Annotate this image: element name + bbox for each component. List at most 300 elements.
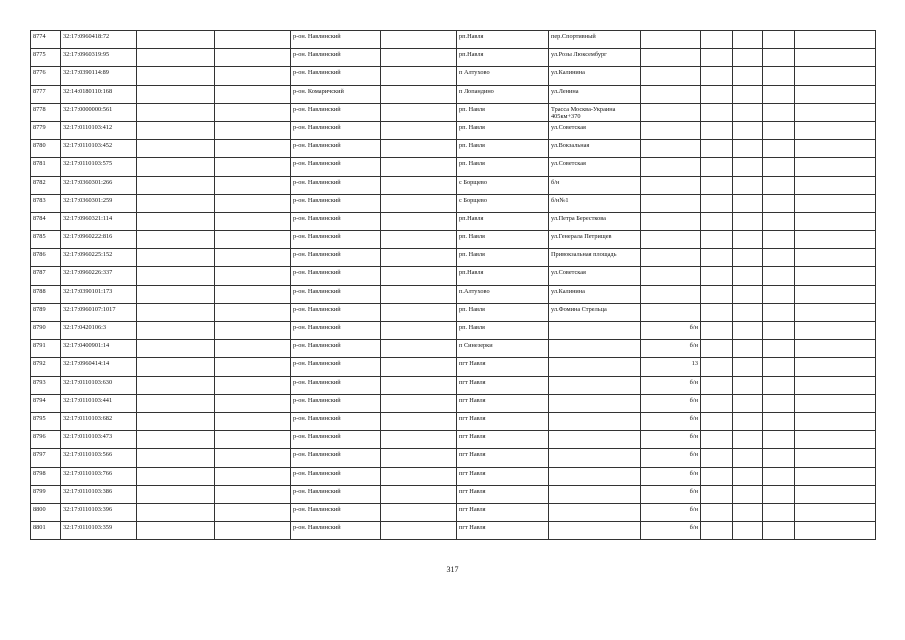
empty-cell xyxy=(733,121,763,139)
empty-cell xyxy=(215,503,291,521)
house-number-cell: б/н xyxy=(641,412,701,430)
table-row xyxy=(31,212,876,230)
empty-cell xyxy=(763,449,795,467)
empty-cell xyxy=(763,394,795,412)
table-body xyxy=(31,31,876,540)
district-cell: р-он. Навлинский xyxy=(291,485,381,503)
row-number: 8784 xyxy=(31,212,61,230)
empty-cell xyxy=(733,231,763,249)
page-number: 317 xyxy=(446,565,459,574)
house-number-cell xyxy=(641,67,701,85)
row-number: 8777 xyxy=(31,85,61,103)
empty-cell xyxy=(137,431,215,449)
row-number: 8791 xyxy=(31,340,61,358)
table-row xyxy=(31,394,876,412)
cadastral-number: 32:17:0110103:452 xyxy=(61,140,137,158)
district-cell: р-он. Навлинский xyxy=(291,449,381,467)
row-number: 8788 xyxy=(31,285,61,303)
empty-cell xyxy=(137,394,215,412)
empty-cell xyxy=(733,412,763,430)
table-row xyxy=(31,176,876,194)
table-row xyxy=(31,522,876,540)
row-number: 8789 xyxy=(31,303,61,321)
settlement-cell: п Алтухово xyxy=(457,67,549,85)
empty-cell xyxy=(701,485,733,503)
empty-cell xyxy=(795,449,876,467)
street-cell: б/н№1 xyxy=(549,194,641,212)
empty-cell xyxy=(733,67,763,85)
empty-cell xyxy=(733,249,763,267)
street-cell: ул.Советская xyxy=(549,121,641,139)
row-number: 8779 xyxy=(31,121,61,139)
empty-cell xyxy=(381,431,457,449)
settlement-cell: рп. Навля xyxy=(457,158,549,176)
cadastral-number: 32:17:0960226:337 xyxy=(61,267,137,285)
table-row xyxy=(31,376,876,394)
empty-cell xyxy=(763,67,795,85)
empty-cell xyxy=(763,85,795,103)
row-number: 8774 xyxy=(31,31,61,49)
empty-cell xyxy=(381,49,457,67)
empty-cell xyxy=(701,376,733,394)
cadastral-number: 32:17:0110103:766 xyxy=(61,467,137,485)
empty-cell xyxy=(763,303,795,321)
cadastral-number: 32:17:0960321:114 xyxy=(61,212,137,230)
empty-cell xyxy=(215,431,291,449)
empty-cell xyxy=(215,303,291,321)
settlement-cell: рп.Навля xyxy=(457,31,549,49)
empty-cell xyxy=(733,467,763,485)
settlement-cell: п Синезерки xyxy=(457,340,549,358)
empty-cell xyxy=(215,267,291,285)
cadastral-number: 32:17:0110103:396 xyxy=(61,503,137,521)
empty-cell xyxy=(701,212,733,230)
empty-cell xyxy=(733,358,763,376)
house-number-cell: б/н xyxy=(641,394,701,412)
street-cell xyxy=(549,412,641,430)
empty-cell xyxy=(381,303,457,321)
empty-cell xyxy=(763,103,795,121)
house-number-cell: б/н xyxy=(641,340,701,358)
empty-cell xyxy=(701,176,733,194)
empty-cell xyxy=(795,285,876,303)
settlement-cell: пгт Навля xyxy=(457,376,549,394)
empty-cell xyxy=(137,503,215,521)
cadastral-number: 32:17:0110103:630 xyxy=(61,376,137,394)
empty-cell xyxy=(795,522,876,540)
empty-cell xyxy=(381,158,457,176)
empty-cell xyxy=(795,376,876,394)
cadastral-number: 32:17:0360301:259 xyxy=(61,194,137,212)
row-number: 8780 xyxy=(31,140,61,158)
empty-cell xyxy=(701,121,733,139)
empty-cell xyxy=(795,322,876,340)
district-cell: р-он. Навлинский xyxy=(291,249,381,267)
settlement-cell: пгт Навля xyxy=(457,358,549,376)
street-cell: ул.Калинина xyxy=(549,285,641,303)
row-number: 8795 xyxy=(31,412,61,430)
district-cell: р-он. Навлинский xyxy=(291,140,381,158)
empty-cell xyxy=(763,485,795,503)
house-number-cell xyxy=(641,103,701,121)
empty-cell xyxy=(733,340,763,358)
empty-cell xyxy=(137,449,215,467)
house-number-cell xyxy=(641,194,701,212)
empty-cell xyxy=(763,467,795,485)
empty-cell xyxy=(215,121,291,139)
district-cell: р-он. Навлинский xyxy=(291,31,381,49)
empty-cell xyxy=(215,67,291,85)
empty-cell xyxy=(215,49,291,67)
empty-cell xyxy=(795,485,876,503)
street-cell: ул.Советская xyxy=(549,267,641,285)
cadastral-number: 32:17:0400901:14 xyxy=(61,340,137,358)
settlement-cell: с Борщево xyxy=(457,194,549,212)
row-number: 8794 xyxy=(31,394,61,412)
cadastral-number: 32:17:0960225:152 xyxy=(61,249,137,267)
cadastral-number: 32:17:0110103:359 xyxy=(61,522,137,540)
empty-cell xyxy=(795,194,876,212)
house-number-cell: б/н xyxy=(641,485,701,503)
settlement-cell: рп. Навля xyxy=(457,231,549,249)
empty-cell xyxy=(137,522,215,540)
empty-cell xyxy=(763,322,795,340)
empty-cell xyxy=(701,303,733,321)
empty-cell xyxy=(381,412,457,430)
empty-cell xyxy=(733,212,763,230)
row-number: 8781 xyxy=(31,158,61,176)
cadastral-number: 32:17:0960222:816 xyxy=(61,231,137,249)
district-cell: р-он. Навлинский xyxy=(291,176,381,194)
table-row xyxy=(31,431,876,449)
empty-cell xyxy=(763,522,795,540)
empty-cell xyxy=(137,31,215,49)
empty-cell xyxy=(137,303,215,321)
empty-cell xyxy=(701,467,733,485)
empty-cell xyxy=(137,194,215,212)
empty-cell xyxy=(763,376,795,394)
settlement-cell: рп. Навля xyxy=(457,140,549,158)
street-cell: ул.Розы Люксембург xyxy=(549,49,641,67)
empty-cell xyxy=(215,449,291,467)
table-row xyxy=(31,285,876,303)
table-row xyxy=(31,158,876,176)
empty-cell xyxy=(701,394,733,412)
empty-cell xyxy=(701,31,733,49)
empty-cell xyxy=(137,49,215,67)
empty-cell xyxy=(733,49,763,67)
empty-cell xyxy=(701,412,733,430)
table-row xyxy=(31,303,876,321)
empty-cell xyxy=(795,67,876,85)
empty-cell xyxy=(795,212,876,230)
empty-cell xyxy=(701,503,733,521)
cadastral-number: 32:17:0960319:95 xyxy=(61,49,137,67)
settlement-cell: п Лопандино xyxy=(457,85,549,103)
street-cell xyxy=(549,358,641,376)
table-row xyxy=(31,485,876,503)
cadastral-number: 32:17:0110103:575 xyxy=(61,158,137,176)
empty-cell xyxy=(137,485,215,503)
empty-cell xyxy=(137,322,215,340)
empty-cell xyxy=(795,103,876,121)
house-number-cell: б/н xyxy=(641,322,701,340)
empty-cell xyxy=(733,31,763,49)
empty-cell xyxy=(763,176,795,194)
settlement-cell: пгт Навля xyxy=(457,449,549,467)
house-number-cell xyxy=(641,121,701,139)
empty-cell xyxy=(763,140,795,158)
empty-cell xyxy=(215,412,291,430)
empty-cell xyxy=(701,285,733,303)
settlement-cell: пгт Навля xyxy=(457,394,549,412)
empty-cell xyxy=(795,249,876,267)
table-row xyxy=(31,231,876,249)
cadastral-number: 32:17:0420106:3 xyxy=(61,322,137,340)
settlement-cell: пгт Навля xyxy=(457,485,549,503)
row-number: 8798 xyxy=(31,467,61,485)
empty-cell xyxy=(381,376,457,394)
empty-cell xyxy=(733,449,763,467)
empty-cell xyxy=(795,358,876,376)
district-cell: р-он. Навлинский xyxy=(291,467,381,485)
street-cell xyxy=(549,431,641,449)
empty-cell xyxy=(137,285,215,303)
empty-cell xyxy=(733,376,763,394)
empty-cell xyxy=(733,85,763,103)
cadastral-number: 32:17:0360301:266 xyxy=(61,176,137,194)
settlement-cell: пгт Навля xyxy=(457,467,549,485)
empty-cell xyxy=(701,267,733,285)
empty-cell xyxy=(137,121,215,139)
table-row xyxy=(31,49,876,67)
empty-cell xyxy=(381,31,457,49)
street-cell: ул.Советская xyxy=(549,158,641,176)
district-cell: р-он. Навлинский xyxy=(291,322,381,340)
house-number-cell xyxy=(641,49,701,67)
street-cell xyxy=(549,449,641,467)
empty-cell xyxy=(137,85,215,103)
house-number-cell xyxy=(641,31,701,49)
cadastral-number: 32:17:0110103:566 xyxy=(61,449,137,467)
empty-cell xyxy=(701,358,733,376)
cadastral-number: 32:17:0110103:386 xyxy=(61,485,137,503)
empty-cell xyxy=(795,31,876,49)
empty-cell xyxy=(381,231,457,249)
empty-cell xyxy=(137,467,215,485)
row-number: 8796 xyxy=(31,431,61,449)
empty-cell xyxy=(795,85,876,103)
cadastral-number: 32:17:0960107:1017 xyxy=(61,303,137,321)
empty-cell xyxy=(733,158,763,176)
empty-cell xyxy=(215,322,291,340)
settlement-cell: рп.Навля xyxy=(457,49,549,67)
empty-cell xyxy=(215,140,291,158)
cadastral-number: 32:17:0110103:441 xyxy=(61,394,137,412)
empty-cell xyxy=(795,431,876,449)
empty-cell xyxy=(215,158,291,176)
empty-cell xyxy=(215,31,291,49)
street-cell xyxy=(549,376,641,394)
street-cell xyxy=(549,394,641,412)
empty-cell xyxy=(763,212,795,230)
empty-cell xyxy=(701,231,733,249)
empty-cell xyxy=(701,194,733,212)
empty-cell xyxy=(795,231,876,249)
table-row xyxy=(31,340,876,358)
house-number-cell: б/н xyxy=(641,376,701,394)
table-row xyxy=(31,249,876,267)
row-number: 8793 xyxy=(31,376,61,394)
cadastral-number: 32:17:0960414:14 xyxy=(61,358,137,376)
empty-cell xyxy=(381,121,457,139)
table-row xyxy=(31,194,876,212)
table-row xyxy=(31,449,876,467)
row-number: 8790 xyxy=(31,322,61,340)
street-cell: пер.Спортивный xyxy=(549,31,641,49)
empty-cell xyxy=(137,158,215,176)
table-row xyxy=(31,503,876,521)
empty-cell xyxy=(137,67,215,85)
district-cell: р-он. Навлинский xyxy=(291,121,381,139)
empty-cell xyxy=(701,449,733,467)
street-cell: ул.Фомина Стрельца xyxy=(549,303,641,321)
row-number: 8783 xyxy=(31,194,61,212)
empty-cell xyxy=(381,67,457,85)
settlement-cell: рп. Навля xyxy=(457,249,549,267)
empty-cell xyxy=(381,358,457,376)
empty-cell xyxy=(733,285,763,303)
empty-cell xyxy=(215,340,291,358)
street-cell: ул.Вокзальная xyxy=(549,140,641,158)
empty-cell xyxy=(763,412,795,430)
house-number-cell: б/н xyxy=(641,449,701,467)
district-cell: р-он. Навлинский xyxy=(291,394,381,412)
empty-cell xyxy=(215,485,291,503)
settlement-cell: пгт Навля xyxy=(457,431,549,449)
empty-cell xyxy=(701,322,733,340)
empty-cell xyxy=(763,194,795,212)
empty-cell xyxy=(381,322,457,340)
empty-cell xyxy=(215,285,291,303)
empty-cell xyxy=(215,467,291,485)
empty-cell xyxy=(215,231,291,249)
house-number-cell xyxy=(641,158,701,176)
empty-cell xyxy=(701,340,733,358)
house-number-cell: 13 xyxy=(641,358,701,376)
empty-cell xyxy=(763,121,795,139)
table-row xyxy=(31,67,876,85)
empty-cell xyxy=(763,431,795,449)
street-cell: б/н xyxy=(549,176,641,194)
table-row xyxy=(31,412,876,430)
empty-cell xyxy=(215,103,291,121)
cadastral-number: 32:14:0180110:168 xyxy=(61,85,137,103)
empty-cell xyxy=(763,158,795,176)
empty-cell xyxy=(795,467,876,485)
street-cell xyxy=(549,503,641,521)
empty-cell xyxy=(763,249,795,267)
row-number: 8785 xyxy=(31,231,61,249)
empty-cell xyxy=(763,340,795,358)
house-number-cell xyxy=(641,140,701,158)
registry-table xyxy=(30,30,876,540)
empty-cell xyxy=(381,140,457,158)
empty-cell xyxy=(215,85,291,103)
house-number-cell xyxy=(641,249,701,267)
row-number: 8792 xyxy=(31,358,61,376)
street-cell xyxy=(549,467,641,485)
empty-cell xyxy=(733,140,763,158)
empty-cell xyxy=(795,176,876,194)
empty-cell xyxy=(763,285,795,303)
empty-cell xyxy=(215,249,291,267)
street-cell: ул.Ленина xyxy=(549,85,641,103)
empty-cell xyxy=(137,231,215,249)
empty-cell xyxy=(701,522,733,540)
settlement-cell: с Борщево xyxy=(457,176,549,194)
empty-cell xyxy=(733,522,763,540)
settlement-cell: пгт Навля xyxy=(457,412,549,430)
empty-cell xyxy=(137,212,215,230)
street-cell: Трасса Москва-Украина 405км+370 xyxy=(549,103,641,121)
row-number: 8778 xyxy=(31,103,61,121)
row-number: 8782 xyxy=(31,176,61,194)
empty-cell xyxy=(381,267,457,285)
empty-cell xyxy=(733,503,763,521)
empty-cell xyxy=(381,103,457,121)
cadastral-number: 32:17:0110103:412 xyxy=(61,121,137,139)
row-number: 8799 xyxy=(31,485,61,503)
house-number-cell xyxy=(641,303,701,321)
empty-cell xyxy=(733,103,763,121)
empty-cell xyxy=(795,49,876,67)
empty-cell xyxy=(381,176,457,194)
empty-cell xyxy=(795,394,876,412)
street-cell xyxy=(549,485,641,503)
empty-cell xyxy=(701,249,733,267)
table-row xyxy=(31,103,876,121)
cadastral-number: 32:17:0000000:561 xyxy=(61,103,137,121)
empty-cell xyxy=(795,503,876,521)
empty-cell xyxy=(137,176,215,194)
empty-cell xyxy=(733,267,763,285)
table-row xyxy=(31,85,876,103)
empty-cell xyxy=(701,158,733,176)
cadastral-number: 32:17:0110103:682 xyxy=(61,412,137,430)
empty-cell xyxy=(215,194,291,212)
district-cell: р-он. Навлинский xyxy=(291,267,381,285)
house-number-cell xyxy=(641,85,701,103)
empty-cell xyxy=(795,140,876,158)
empty-cell xyxy=(215,376,291,394)
house-number-cell: б/н xyxy=(641,522,701,540)
empty-cell xyxy=(795,267,876,285)
empty-cell xyxy=(381,249,457,267)
row-number: 8787 xyxy=(31,267,61,285)
empty-cell xyxy=(215,212,291,230)
district-cell: р-он. Навлинский xyxy=(291,285,381,303)
row-number: 8801 xyxy=(31,522,61,540)
street-cell xyxy=(549,322,641,340)
district-cell: р-он. Навлинский xyxy=(291,194,381,212)
empty-cell xyxy=(215,176,291,194)
empty-cell xyxy=(763,31,795,49)
district-cell: р-он. Навлинский xyxy=(291,431,381,449)
settlement-cell: рп. Навля xyxy=(457,322,549,340)
empty-cell xyxy=(763,231,795,249)
empty-cell xyxy=(137,140,215,158)
